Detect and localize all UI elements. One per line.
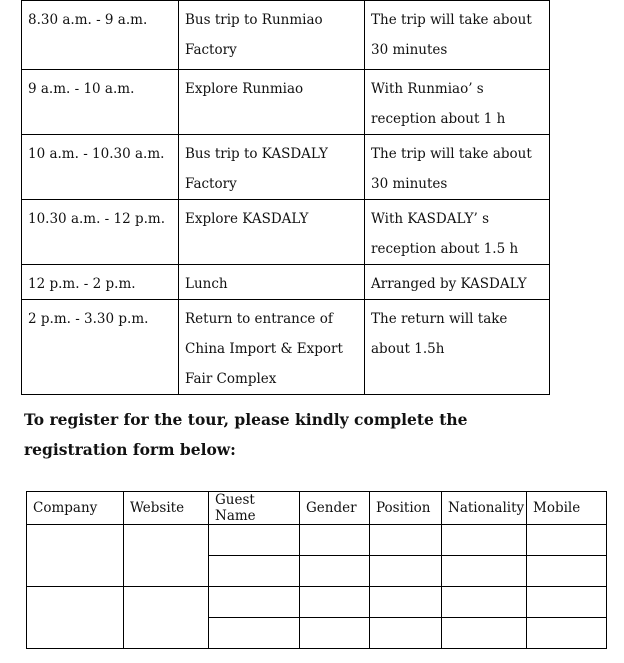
activity-cell: Lunch (179, 265, 365, 300)
schedule-table (21, 0, 550, 395)
registration-form-table (26, 491, 607, 649)
note-cell: The trip will take about 30 minutes (365, 1, 550, 70)
time-cell: 10 a.m. - 10.30 a.m. (22, 135, 179, 200)
column-header-website: Website (124, 492, 209, 525)
note-cell: The trip will take about 30 minutes (365, 135, 550, 200)
registration-heading: To register for the tour, please kindly complete the registration form below: (24, 410, 468, 459)
guest-name-cell[interactable] (209, 587, 300, 618)
time-cell: 8.30 a.m. - 9 a.m. (22, 1, 179, 70)
activity-cell: Bus trip to Runmiao Factory (179, 1, 365, 70)
website-cell[interactable] (124, 525, 209, 587)
mobile-cell[interactable] (527, 587, 607, 618)
column-header-gender: Gender (300, 492, 370, 525)
note-cell: The return will take about 1.5h (365, 300, 550, 395)
activity-cell: Explore Runmiao (179, 70, 365, 135)
time-cell: 2 p.m. - 3.30 p.m. (22, 300, 179, 395)
company-cell[interactable] (27, 525, 124, 587)
activity-cell: Return to entrance of China Import & Export Fair Complex (179, 300, 365, 395)
table-row (27, 587, 607, 618)
column-header-company: Company (27, 492, 124, 525)
table-row (22, 200, 550, 265)
position-cell[interactable] (370, 618, 442, 649)
time-cell: 9 a.m. - 10 a.m. (22, 70, 179, 135)
note-cell: Arranged by KASDALY (365, 265, 550, 300)
table-row (22, 70, 550, 135)
time-cell: 10.30 a.m. - 12 p.m. (22, 200, 179, 265)
nationality-cell[interactable] (442, 525, 527, 556)
nationality-cell[interactable] (442, 618, 527, 649)
table-row (22, 300, 550, 395)
table-row (22, 265, 550, 300)
activity-cell: Explore KASDALY (179, 200, 365, 265)
gender-cell[interactable] (300, 587, 370, 618)
position-cell[interactable] (370, 556, 442, 587)
mobile-cell[interactable] (527, 525, 607, 556)
website-cell[interactable] (124, 587, 209, 649)
table-row (22, 1, 550, 70)
note-cell: With KASDALY’ s reception about 1.5 h (365, 200, 550, 265)
company-cell[interactable] (27, 587, 124, 649)
gender-cell[interactable] (300, 556, 370, 587)
guest-name-cell[interactable] (209, 525, 300, 556)
activity-cell: Bus trip to KASDALY Factory (179, 135, 365, 200)
guest-name-cell[interactable] (209, 556, 300, 587)
position-cell[interactable] (370, 587, 442, 618)
column-header-position: Position (370, 492, 442, 525)
time-cell: 12 p.m. - 2 p.m. (22, 265, 179, 300)
gender-cell[interactable] (300, 618, 370, 649)
column-header-mobile: Mobile (527, 492, 607, 525)
gender-cell[interactable] (300, 525, 370, 556)
note-cell: With Runmiao’ s reception about 1 h (365, 70, 550, 135)
mobile-cell[interactable] (527, 618, 607, 649)
table-row (27, 525, 607, 556)
guest-name-cell[interactable] (209, 618, 300, 649)
nationality-cell[interactable] (442, 556, 527, 587)
column-header-nationality: Nationality (442, 492, 527, 525)
position-cell[interactable] (370, 525, 442, 556)
table-header-row (27, 492, 607, 525)
table-row (22, 135, 550, 200)
column-header-guest-name: Guest Name (209, 492, 300, 525)
mobile-cell[interactable] (527, 556, 607, 587)
nationality-cell[interactable] (442, 587, 527, 618)
